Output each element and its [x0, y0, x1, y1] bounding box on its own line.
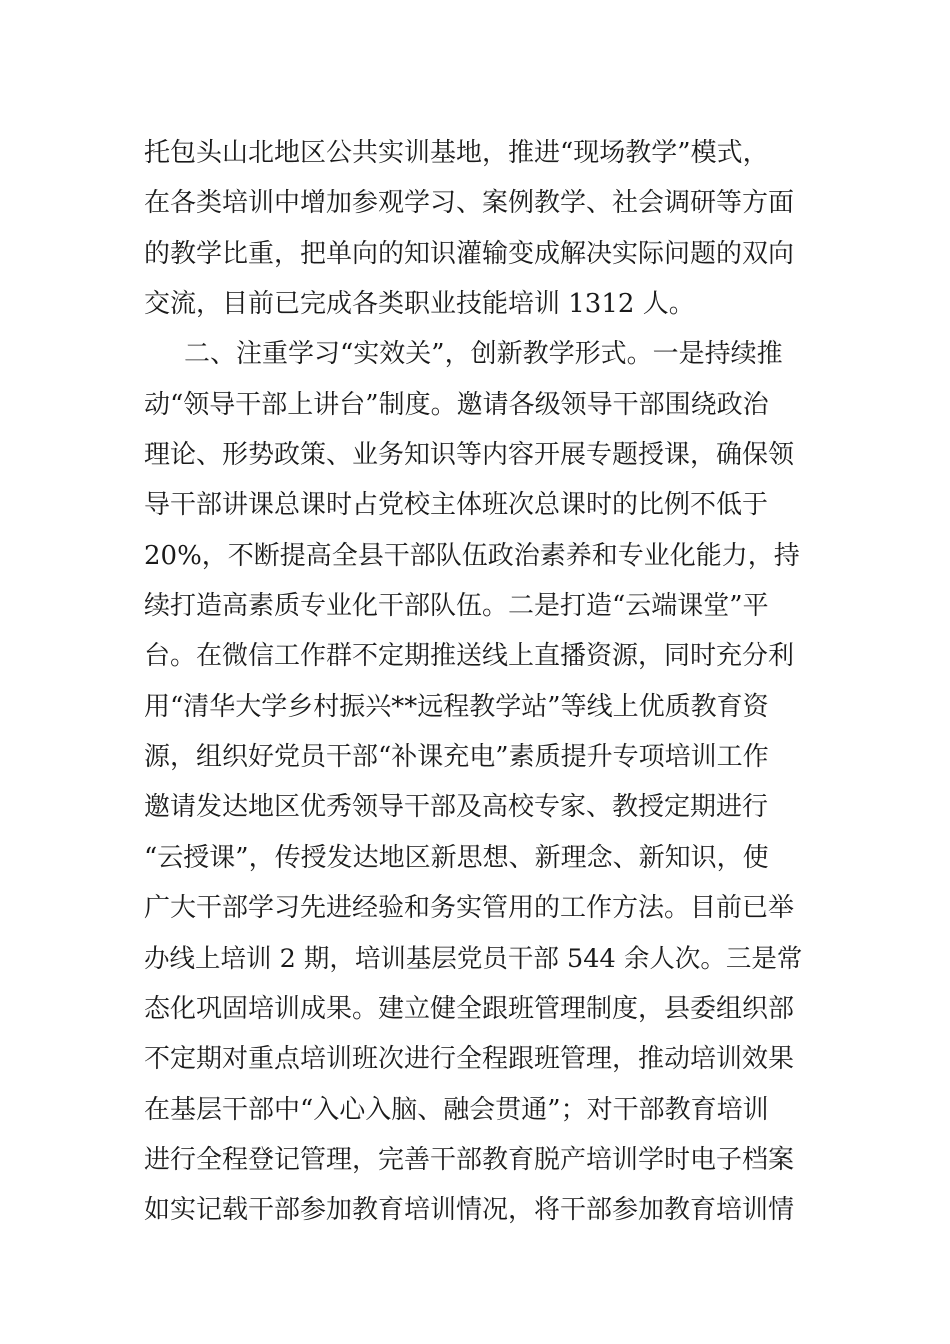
- text-line: 托包头山北地区公共实训基地，推进“现场教学”模式，: [144, 138, 769, 168]
- text-line: 理论、形势政策、业务知识等内容开展专题授课，确保领: [144, 440, 795, 471]
- text-line: 的教学比重，把单向的知识灌输变成解决实际问题的双向: [144, 238, 795, 269]
- text-line: 交流，目前已完成各类职业技能培训 1312 人。: [144, 289, 695, 320]
- text-line: “云授课”，传授发达地区新思想、新理念、新知识，使: [144, 842, 769, 873]
- text-line: 续打造高素质专业化干部队伍。二是打造“云端课堂”平: [144, 591, 769, 622]
- text-line: 邀请发达地区优秀领导干部及高校专家、教授定期进行: [144, 792, 769, 823]
- paragraph-2: [144, 329, 814, 1235]
- text-line: 不定期对重点培训班次进行全程跟班管理，推动培训效果: [144, 1044, 795, 1075]
- text-line: 进行全程登记管理，完善干部教育脱产培训学时电子档案: [144, 1144, 795, 1175]
- text-line: 如实记载干部参加教育培训情况，将干部参加教育培训情: [144, 1195, 795, 1226]
- text-line: 广大干部学习先进经验和务实管用的工作方法。目前已举: [144, 893, 795, 924]
- text-line: 在基层干部中“入心入脑、融会贯通”；对干部教育培训: [144, 1094, 769, 1125]
- text-line: 在各类培训中增加参观学习、案例教学、社会调研等方面: [144, 188, 795, 219]
- text-line: 态化巩固培训成果。建立健全跟班管理制度，县委组织部: [144, 993, 795, 1024]
- text-line: 二、注重学习“实效关”，创新教学形式。一是持续推: [184, 339, 783, 370]
- text-line: 动“领导干部上讲台”制度。邀请各级领导干部围绕政治: [144, 389, 769, 420]
- text-line: 源，组织好党员干部“补课充电”素质提升专项培训工作: [144, 742, 769, 773]
- text-line: 导干部讲课总课时占党校主体班次总课时的比例不低于: [144, 490, 769, 521]
- text-line: 用“清华大学乡村振兴**远程教学站”等线上优质教育资: [144, 691, 769, 722]
- text-line: 台。在微信工作群不定期推送线上直播资源，同时充分利: [144, 641, 795, 672]
- text-line: 20%，不断提高全县干部队伍政治素养和专业化能力，持: [144, 540, 800, 571]
- document-body: [144, 128, 814, 1236]
- paragraph-1: [144, 128, 814, 329]
- text-line: 办线上培训 2 期，培训基层党员干部 544 余人次。三是常: [144, 943, 803, 974]
